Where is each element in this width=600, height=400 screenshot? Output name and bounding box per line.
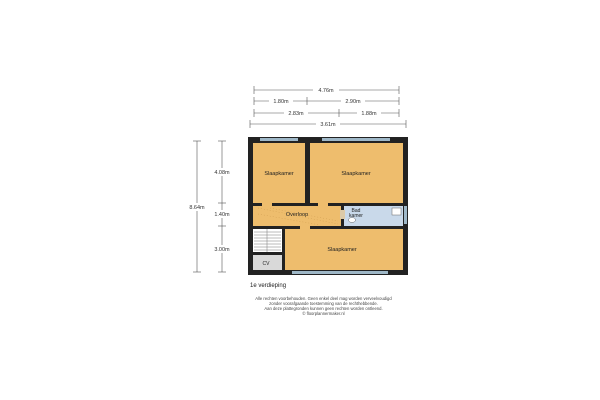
dim-total-width: 4.76m xyxy=(318,88,334,94)
label-bad: Bad xyxy=(351,208,361,214)
floor-title: 1e verdieping xyxy=(250,283,287,289)
dim-mid-left: 2.83m xyxy=(288,111,304,117)
dim-height-upper: 4.08m xyxy=(214,170,230,176)
disclaimer-line: © floorplannermaker.nl xyxy=(302,311,345,316)
disclaimer xyxy=(236,296,411,316)
label-overloop: Overloop xyxy=(285,212,309,218)
dim-height-lower: 3.00m xyxy=(214,247,230,253)
disclaimer-line: zonder voorafgaande toestemming van de rechthebbende. xyxy=(269,301,378,306)
label-cv: CV xyxy=(262,261,270,267)
label-slaapkamer-left: Slaapkamer xyxy=(264,171,294,177)
disclaimer-line: Alle rechten voorbehouden. Geen enkel deel mag worden verveelvoudigd xyxy=(255,296,392,301)
disclaimer-line: Aan deze plattegronden kunnen geen rechten worden ontleend. xyxy=(264,306,383,311)
staircase xyxy=(253,229,282,252)
dim-top-left: 1.80m xyxy=(273,99,289,105)
dim-interior-width: 3.61m xyxy=(320,122,336,128)
dim-height-middle: 1.40m xyxy=(214,212,230,218)
dim-mid-right: 1.88m xyxy=(361,111,377,117)
label-slaapkamer-bottom: Slaapkamer xyxy=(327,247,357,253)
label-slaapkamer-right: Slaapkamer xyxy=(341,171,371,177)
dim-total-height: 8.64m xyxy=(189,205,205,211)
label-kamer: kamer xyxy=(349,213,363,219)
dimension-labels-horizontal xyxy=(269,86,381,128)
dim-top-right: 2.90m xyxy=(345,99,361,105)
dimension-labels-vertical xyxy=(185,168,234,253)
